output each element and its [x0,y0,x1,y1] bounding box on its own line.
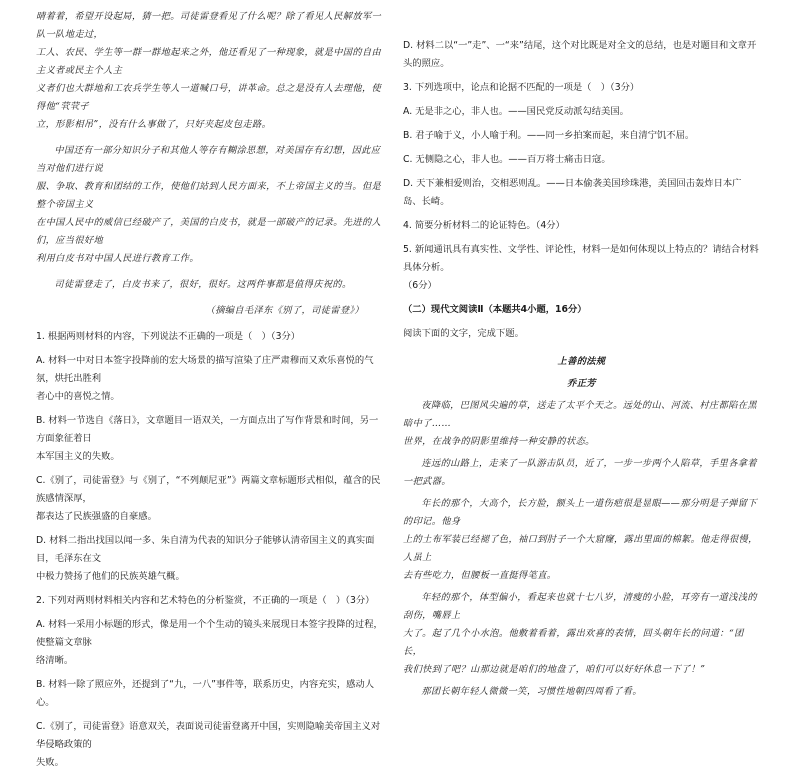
passage-paragraph-1 [36,8,384,134]
text-line: 服、争取、教育和团结的工作，使他们站到人民方面来，不上帝国主义的当。但是整个帝国主义 [36,181,382,210]
text-line: 在中国人民中的威信已经破产了，美国的白皮书，就是一部破产的记录。先进的人们，应当很好地 [36,217,382,246]
q3-option-c: C. 无侧隐之心，非人也。——百万将士痛击日寇。 [403,154,611,165]
passage-paragraph-3: 司徒雷登走了，白皮书来了，很好，很好。这两件事都是值得庆祝的。 [54,279,352,290]
q1-option-b-cont: 本军国主义的失败。 [36,451,120,462]
q1-option-c-cont: 都表达了民族强盛的自豪感。 [36,511,157,522]
question-1-stem: 1. 根据两则材料的内容，下列说法不正确的一项是（ ）（3分） [36,331,301,342]
left-column [36,0,384,772]
story-paragraph-1 [403,397,760,451]
text-line: 夜降临，巴图风尖遍的草，送走了太平个天之。远处的山、河流、村庄都陷在黑暗中了…… [403,400,757,429]
question-5-cont: （6分） [403,280,437,291]
q2-option-c-cont: 失败。 [36,757,64,768]
story-paragraph-3 [403,495,760,585]
passage-paragraph-2 [36,142,384,268]
q2-option-c: C.《别了，司徒雷登》语意双关，表面说司徒雷登离开中国，实则隐喻美帝国主义对华侵略政策的 [36,721,381,750]
text-line: 工人、农民、学生等一群一群地起来之外，他还看见了一种现象，就是中国的自由主义者或民主个人主 [36,47,382,76]
q2-option-b: B. 材料一除了照应外，还提到了“九，一八”事件等，联系历史，内容充实，感动人心。 [36,679,375,708]
q2-option-a: A. 材料一采用小标题的形式，像是用一个个生动的镜头来展现日本签字投降的过程，使整篇文章脉 [36,619,383,648]
q1-option-d-cont: 中极力赞扬了他们的民族英雄气概。 [36,571,185,582]
q3-option-a: A. 无是非之心，非人也。——国民党反动派勾结美国。 [403,106,629,117]
q3-option-b: B. 君子喻于义，小人喻于利。——同一乡拍案而起，来自清宁饥不屈。 [403,130,695,141]
question-5: 5. 新闻通讯具有真实性、文学性、评论性，材料一是如何体现以上特点的？请结合材料具体分析。 [403,244,759,273]
story-paragraph-5: 那团长朝年轻人微微一笑，习惯性地朝四周看了看。 [421,686,642,697]
q1-option-a: A. 材料一中对日本签字投降前的宏大场景的描写渲染了庄严肃穆而又欢乐喜悦的气氛，烘托出胜利 [36,355,374,384]
text-line: 世界，在战争的阴影里维持一种安静的状态。 [403,436,595,447]
q1-option-c: C.《别了，司徒雷登》与《别了，“不列颠尼亚”》两篇文章标题形式相似，蕴含的民族感情深厚， [36,475,381,504]
text-line: 大了。起了几个小水泡。他敷着看着，露出欢喜的表情，回头朝年长的问道：“团长， [403,628,744,657]
q3-option-d: D. 天下兼相爱则治，交相恶则乱。——日本偷袭美国珍珠港，美国回击轰炸日本广岛、长崎。 [403,178,742,207]
q2-option-a-cont: 络清晰。 [36,655,74,666]
question-2-stem: 2. 下列对两则材料相关内容和艺术特色的分析鉴赏，不正确的一项是（ ）（3分） [36,595,375,606]
text-line: 中国还有一部分知识分子和其他人等存有糊涂思想，对美国存有幻想，因此应当对他们进行说 [36,145,381,174]
q1-option-b: B. 材料一节选自《落日》，文章题目一语双关，一方面点出了写作背景和时间，另一方面象征着日 [36,415,379,444]
section-heading: （二）现代文阅读Ⅱ（本题共4小题，16分） [403,304,587,315]
q2-option-d: D. 材料二以“一”走”、一“来”结尾，这个对比既是对全文的总结，也是对题目和文章开头的照应。 [403,40,757,69]
right-column [403,0,760,701]
text-line: 晴着着，希望开设起局，猜一把。司徒雷登看见了什么呢？除了看见人民解放军一队一队地走过， [36,11,382,40]
q1-option-a-cont: 者心中的喜悦之情。 [36,391,120,402]
text-line: 上的土布军装已经褪了色，袖口到肘子一个大窟窿，露出里面的棉絮。他走得很慢，人虽上 [403,534,758,563]
text-line: 去有些吃力，但腰板一直挺得笔直。 [403,570,557,581]
source-citation: （摘编自毛泽东《别了，司徒雷登》） [205,305,364,316]
text-line: 利用白皮书对中国人民进行教育工作。 [36,253,199,264]
q1-option-d: D. 材料二指出找国以闻一多、朱自清为代表的知识分子能够认清帝国主义的真实面目，毛泽东在文 [36,535,375,564]
text-line: 立，形影相吊”，没有什么事做了，只好夹起皮包走路。 [36,119,272,130]
story-paragraph-4 [403,589,760,679]
text-line: 年长的那个，大高个，长方脸，额头上一道伤疤很是显眼——那分明是子弹留下的印记。他身 [403,498,757,527]
text-line: 我们快到了吧？山那边就是咱们的地盘了，咱们可以好好休息一下了！” [403,664,706,675]
question-3-stem: 3. 下列选项中，论点和论据不匹配的一项是（ ）（3分） [403,82,640,93]
text-line: 义者们也大群地和工农兵学生等人一道喊口号，讲革命。总之是没有人去理他，使得他“茕茕孑 [36,83,382,112]
question-4: 4. 简要分析材料二的论证特色。（4分） [403,220,565,231]
story-author: 乔正芳 [567,378,596,389]
text-line: 年轻的那个，体型偏小，看起来也就十七八岁，清瘦的小脸，耳旁有一道浅浅的刮伤，嘴唇上 [403,592,757,621]
story-paragraph-2: 连远的山路上，走来了一队游击队员，近了，一步一步两个人陷草，手里各拿着一把武器。 [403,458,757,487]
story-title: 上善的法规 [557,356,606,367]
reading-instruction: 阅读下面的文字，完成下题。 [403,328,524,339]
